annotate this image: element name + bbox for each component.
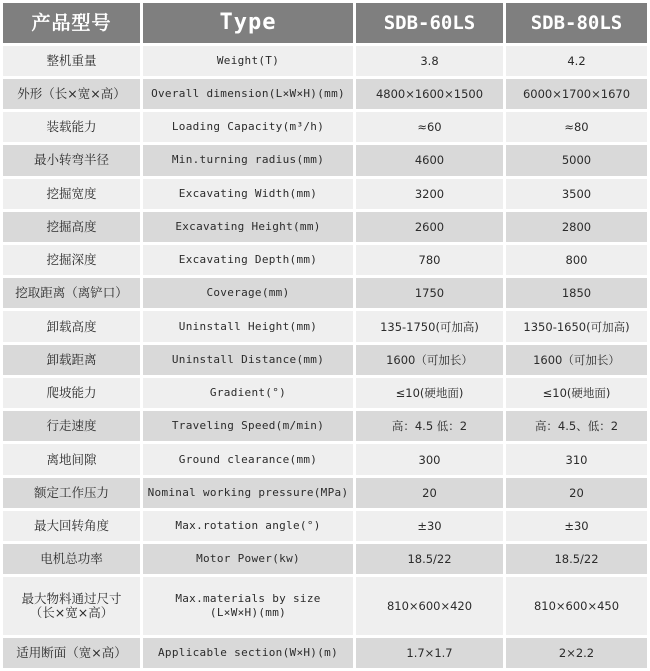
row-param-cn: 最大回转角度 (3, 511, 140, 541)
row-value-model-2: ≤10(硬地面) (506, 378, 647, 408)
row-param-en: Motor Power(kw) (143, 544, 353, 574)
row-param-en: Ground clearance(mm) (143, 444, 353, 474)
table-row (3, 212, 647, 242)
row-param-cn: 装载能力 (3, 112, 140, 142)
row-value-model-1: 3200 (356, 179, 503, 209)
row-value-model-1: 2600 (356, 212, 503, 242)
row-value-model-2: 310 (506, 444, 647, 474)
row-param-en: Coverage(mm) (143, 278, 353, 308)
row-value-model-1: 810×600×420 (356, 577, 503, 634)
row-value-model-1: 300 (356, 444, 503, 474)
row-value-model-2: 2×2.2 (506, 638, 647, 668)
row-value-model-2: 18.5/22 (506, 544, 647, 574)
row-value-model-2: 3500 (506, 179, 647, 209)
row-value-model-2: 4.2 (506, 46, 647, 76)
row-value-model-2: 800 (506, 245, 647, 275)
row-param-cn: 离地间隙 (3, 444, 140, 474)
row-param-cn: 额定工作压力 (3, 478, 140, 508)
row-value-model-1: 高：4.5 低：2 (356, 411, 503, 441)
row-value-model-2: 1350-1650(可加高) (506, 311, 647, 341)
row-value-model-2: 20 (506, 478, 647, 508)
table-row (3, 638, 647, 668)
row-value-model-2: ±30 (506, 511, 647, 541)
row-param-en: Overall dimension(L×W×H)(mm) (143, 79, 353, 109)
row-param-en: Nominal working pressure(MPa) (143, 478, 353, 508)
header-model-1: SDB-60LS (356, 3, 503, 43)
row-value-model-2: 2800 (506, 212, 647, 242)
row-value-model-1: 20 (356, 478, 503, 508)
table-row (3, 544, 647, 574)
header-param-cn: 产品型号 (3, 3, 140, 43)
row-param-cn: 爬坡能力 (3, 378, 140, 408)
header-model-2: SDB-80LS (506, 3, 647, 43)
row-param-cn: 最小转弯半径 (3, 145, 140, 175)
row-param-cn: 整机重量 (3, 46, 140, 76)
row-param-en: Applicable section(W×H)(m) (143, 638, 353, 668)
table-row (3, 278, 647, 308)
row-param-en: Gradient(°) (143, 378, 353, 408)
row-param-en: Loading Capacity(m³/h) (143, 112, 353, 142)
row-value-model-1: 780 (356, 245, 503, 275)
table-row (3, 79, 647, 109)
row-value-model-1: 4600 (356, 145, 503, 175)
table-row (3, 112, 647, 142)
table-row (3, 577, 647, 634)
row-value-model-2: ≈80 (506, 112, 647, 142)
row-value-model-1: 3.8 (356, 46, 503, 76)
row-value-model-2: 5000 (506, 145, 647, 175)
table-row (3, 444, 647, 474)
row-value-model-1: 18.5/22 (356, 544, 503, 574)
table-row (3, 345, 647, 375)
table-row (3, 378, 647, 408)
row-param-cn: 挖掘深度 (3, 245, 140, 275)
row-param-cn: 挖掘高度 (3, 212, 140, 242)
table-row (3, 179, 647, 209)
row-param-en: Traveling Speed(m/min) (143, 411, 353, 441)
row-value-model-1: 1600（可加长） (356, 345, 503, 375)
table-row (3, 145, 647, 175)
table-row (3, 245, 647, 275)
row-param-cn: 挖取距离（离铲口） (3, 278, 140, 308)
row-value-model-2: 1850 (506, 278, 647, 308)
row-value-model-1: ±30 (356, 511, 503, 541)
row-param-en: Weight(T) (143, 46, 353, 76)
row-param-cn: 电机总功率 (3, 544, 140, 574)
row-value-model-1: 1750 (356, 278, 503, 308)
header-row (3, 3, 647, 43)
row-param-cn: 行走速度 (3, 411, 140, 441)
row-param-en: Uninstall Distance(mm) (143, 345, 353, 375)
row-value-model-2: 高：4.5、低：2 (506, 411, 647, 441)
table-row (3, 411, 647, 441)
row-param-en: Uninstall Height(mm) (143, 311, 353, 341)
row-param-en: Excavating Depth(mm) (143, 245, 353, 275)
row-value-model-1: 135-1750(可加高) (356, 311, 503, 341)
row-param-en: Excavating Width(mm) (143, 179, 353, 209)
row-value-model-1: ≤10(硬地面) (356, 378, 503, 408)
row-param-cn: 适用断面（宽×高） (3, 638, 140, 668)
row-param-cn: 挖掘宽度 (3, 179, 140, 209)
row-value-model-1: 4800×1600×1500 (356, 79, 503, 109)
row-param-en: Excavating Height(mm) (143, 212, 353, 242)
row-param-en: Max.materials by size (L×W×H)(mm) (143, 577, 353, 634)
table-row (3, 46, 647, 76)
row-param-cn: 最大物料通过尺寸 （长×宽×高） (3, 577, 140, 634)
header-param-en: Type (143, 3, 353, 43)
table-row (3, 478, 647, 508)
row-value-model-1: ≈60 (356, 112, 503, 142)
row-value-model-1: 1.7×1.7 (356, 638, 503, 668)
row-value-model-2: 6000×1700×1670 (506, 79, 647, 109)
row-param-en: Max.rotation angle(°) (143, 511, 353, 541)
row-param-en: Min.turning radius(mm) (143, 145, 353, 175)
table-row (3, 511, 647, 541)
row-value-model-2: 810×600×450 (506, 577, 647, 634)
row-param-cn: 卸载距离 (3, 345, 140, 375)
row-param-cn: 外形（长×宽×高） (3, 79, 140, 109)
row-value-model-2: 1600（可加长） (506, 345, 647, 375)
row-param-cn: 卸载高度 (3, 311, 140, 341)
table-row (3, 311, 647, 341)
